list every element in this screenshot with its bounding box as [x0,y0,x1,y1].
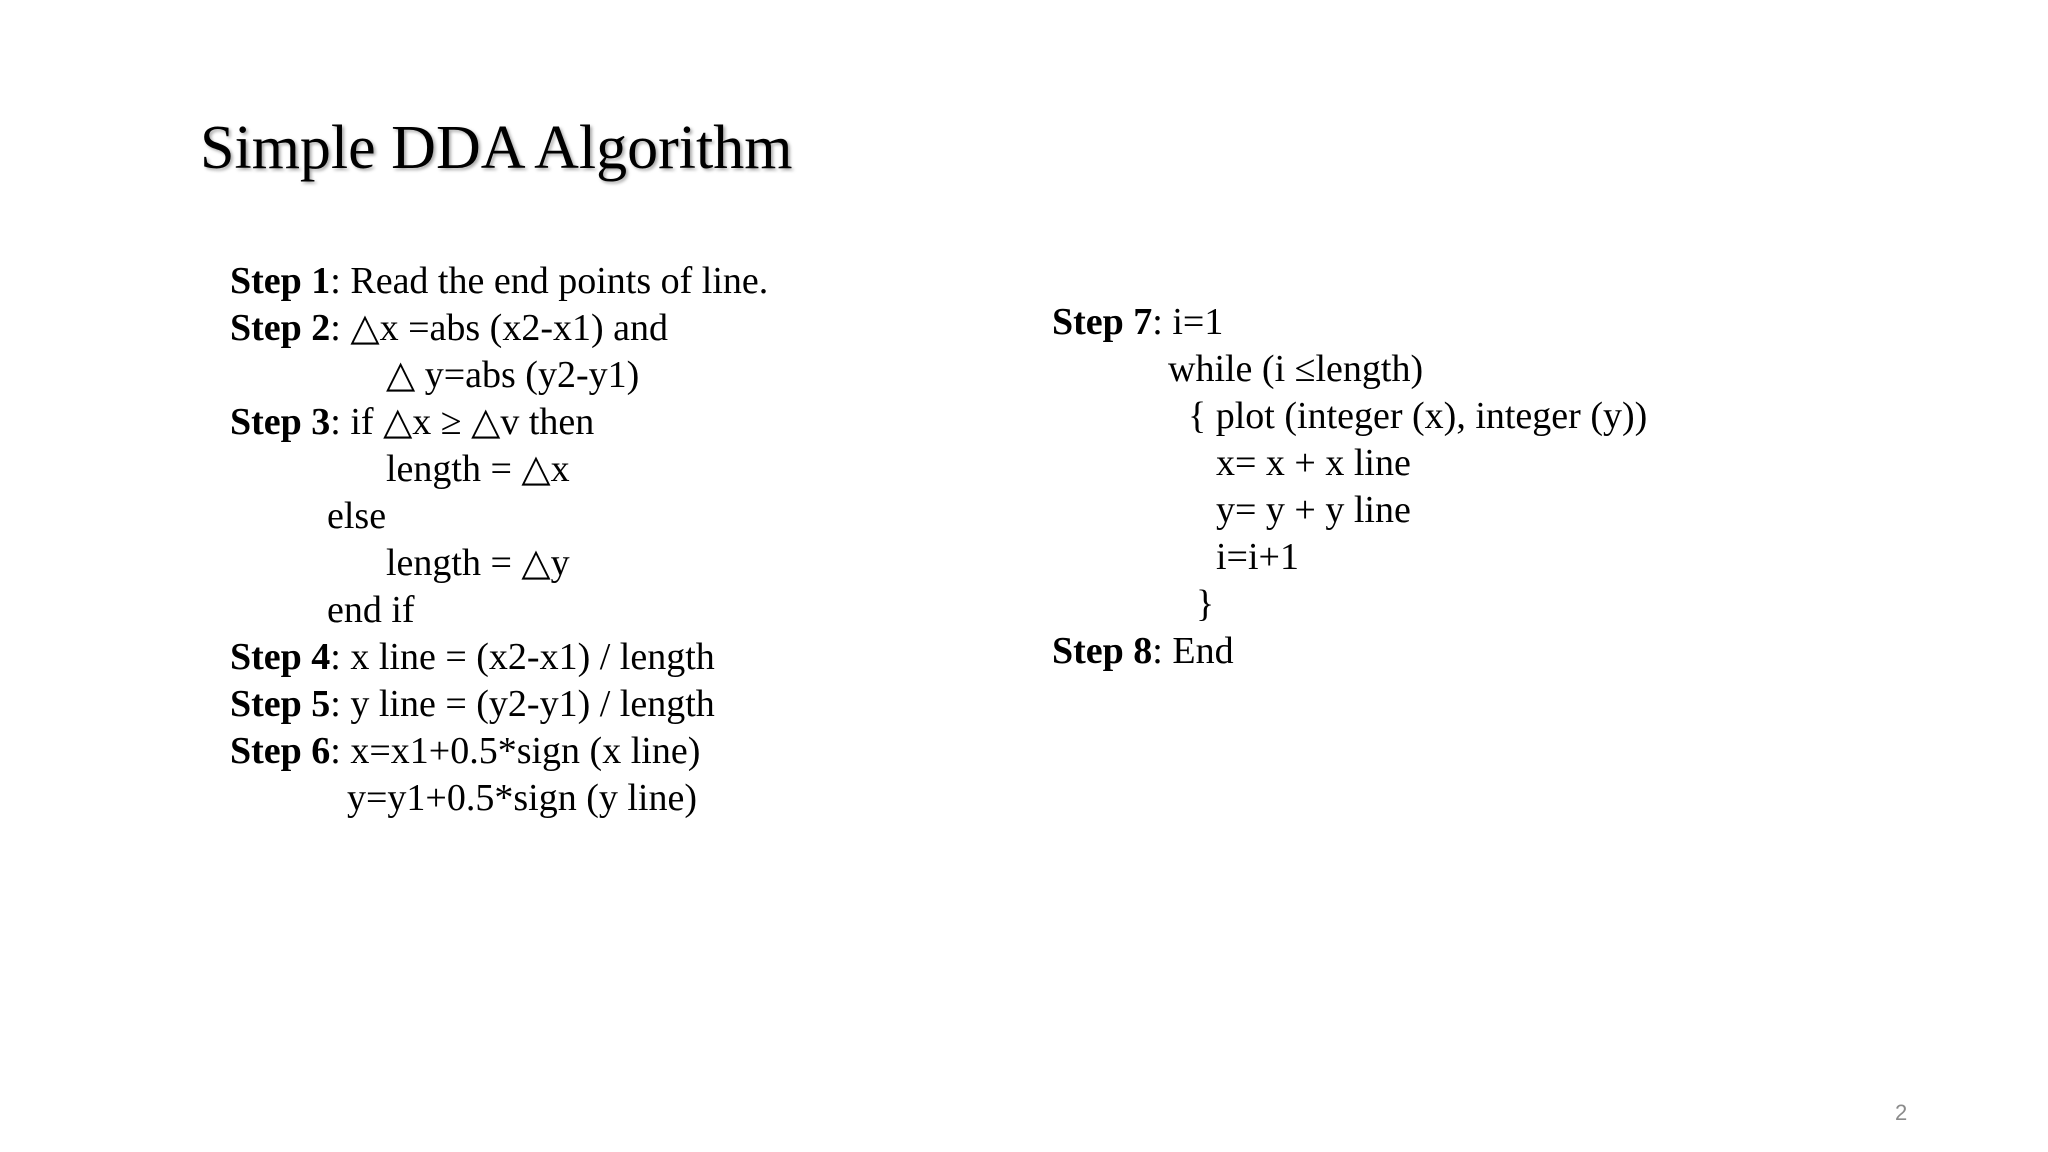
step-7-close-brace [1196,581,1214,628]
step-text: △ y=abs (y2-y1) [386,354,640,396]
step-text: end if [327,589,415,631]
step-3-else-branch [386,540,570,587]
step-7-while [1168,346,1423,393]
step-8-line [1052,628,1234,675]
step-7-plot [1188,393,1647,440]
step-text: while (i ≤length) [1168,348,1424,390]
slide-title: Simple DDA Algorithm [200,114,793,182]
step-2-line [230,305,668,352]
step-2-continuation [386,352,639,399]
step-7-i-update [1216,534,1299,581]
step-text: : x line = (x2-x1) / length [330,636,715,678]
step-3-then-branch [386,446,570,493]
step-text: { plot (integer (x), integer (y)) [1188,395,1648,437]
step-text: : End [1152,630,1234,672]
step-3-else [327,493,386,540]
step-text: : i=1 [1152,301,1224,343]
step-text: : Read the end points of line. [330,260,769,302]
step-label: Step 4 [230,636,331,678]
step-text: length = △y [386,542,570,584]
step-7-line [1052,299,1223,346]
step-text: x= x + x line [1216,442,1411,484]
step-label: Step 3 [230,401,331,443]
step-label: Step 1 [230,260,331,302]
page-number: 2 [1895,1100,1908,1125]
step-7-x-update [1216,440,1411,487]
step-text: : △x =abs (x2-x1) and [330,307,668,349]
step-text: : if △x ≥ △v then [330,401,595,443]
step-text: else [327,495,387,537]
step-6-line [230,728,700,775]
step-text: i=i+1 [1216,536,1299,578]
step-label: Step 7 [1052,301,1153,343]
step-6-continuation [347,775,697,822]
step-3-end-if [327,587,415,634]
step-7-y-update [1216,487,1411,534]
step-label: Step 2 [230,307,331,349]
step-text: : y line = (y2-y1) / length [330,683,715,725]
step-text: y= y + y line [1216,489,1411,531]
step-3-line [230,399,594,446]
step-text: y=y1+0.5*sign (y line) [347,777,697,819]
step-1-line [230,258,768,305]
step-text: } [1196,583,1215,625]
step-label: Step 5 [230,683,331,725]
step-5-line [230,681,715,728]
step-label: Step 6 [230,730,331,772]
step-label: Step 8 [1052,630,1153,672]
step-text: : x=x1+0.5*sign (x line) [330,730,701,772]
step-text: length = △x [386,448,570,490]
step-4-line [230,634,715,681]
